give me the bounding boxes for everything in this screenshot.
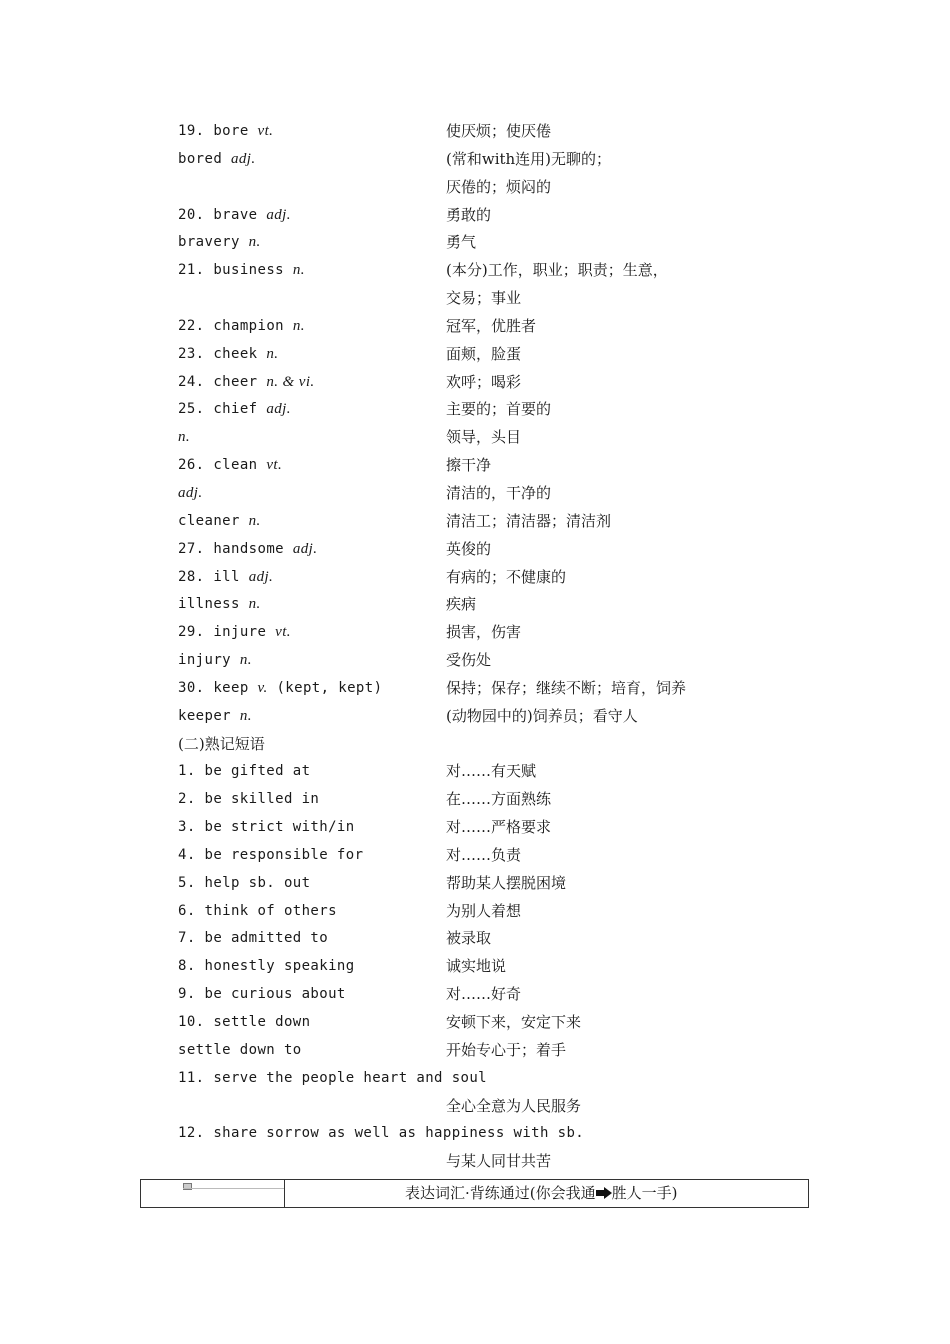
phrase-row [0,925,950,953]
phrase-row [0,814,950,842]
vocab-meaning: 交易；事业 [446,289,522,308]
vocab-pos: adj. [248,568,274,585]
vocab-pos: vt. [266,457,283,474]
vocab-term [178,396,291,424]
vocab-word: injure [213,624,267,641]
vocab-row [0,341,950,369]
phrase-row [0,1037,950,1065]
phrase-english: 5. help sb. out [178,874,311,891]
vocab-meaning: 厌倦的；烦闷的 [446,177,552,196]
vocab-term [178,257,305,285]
banner-title-part1: 表达词汇·背练通过(你会我通 [405,1184,596,1202]
phrase-english: 11. serve the people heart and soul [178,1069,488,1086]
phrase-meaning: 被录取 [446,929,492,948]
vocab-number: 26. [178,457,205,474]
phrase-row [0,1093,950,1121]
vocab-row [0,564,950,592]
vocab-number: 28. [178,568,205,585]
phrase-row [0,981,950,1009]
phrase-row [0,1120,950,1148]
vocab-term [178,118,273,146]
phrase-row [0,786,950,814]
vocab-pos: vt. [257,123,274,139]
vocab-term [178,647,252,675]
phrase-meaning: 帮助某人摆脱困境 [446,873,567,892]
phrase-english: 4. be responsible for [178,846,364,863]
vocab-meaning: 冠军，优胜者 [446,316,537,335]
vocab-row [0,452,950,480]
phrase-row [0,898,950,926]
vocab-meaning: 勇敢的 [446,205,492,224]
vocab-word: chief [213,401,258,418]
phrase-meaning: 对……负责 [446,845,522,864]
vocab-word: clean [213,457,258,474]
vocab-forms: (kept, kept) [276,679,383,696]
vocab-pos: adj. [266,401,291,418]
vocab-number: 20. [178,206,205,223]
vocab-pos: adj. [292,540,318,557]
vocab-row [0,703,950,731]
vocab-word: brave [213,206,258,223]
vocab-number: 25. [178,401,205,418]
vocab-term [178,619,291,647]
vocab-pos: n. [239,652,252,669]
vocab-term [178,424,190,452]
vocab-row [0,647,950,675]
vocab-pos: v. [257,679,268,696]
vocab-pos: adj. [266,206,291,223]
vocab-row [0,313,950,341]
vocab-number: 30. [178,679,205,696]
vocab-pos: n. [239,707,252,724]
banner-left-cell [141,1180,285,1207]
vocab-term [178,564,273,592]
phrase-english: 7. be admitted to [178,930,329,947]
vocab-term [178,675,382,703]
vocab-meaning: 保持；保存；继续不断；培育，饲养 [446,678,687,697]
vocab-row [0,536,950,564]
vocab-pos: vt. [275,624,291,641]
vocab-row [0,369,950,397]
vocab-meaning: 主要的；首要的 [446,400,552,419]
vocab-meaning: 疾病 [446,595,477,614]
banner-title [285,1180,808,1207]
vocab-row [0,257,950,285]
vocab-meaning: 英俊的 [446,539,492,558]
vocab-term [178,703,252,731]
phrase-english: 6. think of others [178,902,337,919]
vocab-term [178,146,256,174]
section-heading: (二)熟记短语 [178,734,265,753]
vocab-pos: n. [248,596,261,613]
phrase-english: 1. be gifted at [178,763,311,780]
phrase-meaning: 为别人着想 [446,901,522,920]
vocab-row [0,285,950,313]
phrase-meaning: 安顿下来，安定下来 [446,1013,582,1031]
vocab-number: 29. [178,624,205,641]
vocab-word: ill [213,568,240,585]
vocab-word: handsome [213,540,284,557]
vocab-term [178,202,291,230]
vocab-term [178,313,305,341]
vocab-word: cheer [213,373,258,390]
vocab-row [0,424,950,452]
vocab-word: bore [213,123,249,139]
phrase-english: 3. be strict with/in [178,819,355,836]
vocab-row [0,591,950,619]
vocab-number: 22. [178,317,205,334]
phrase-english: 9. be curious about [178,986,346,1003]
phrase-meaning: 开始专心于；着手 [446,1040,567,1059]
vocab-pos: n. & vi. [266,373,315,390]
phrase-meaning: 对……好奇 [446,985,522,1004]
vocab-word: illness [178,596,240,613]
vocabulary-list [0,118,950,1176]
vocab-word: keeper [178,707,231,724]
phrase-row [0,758,950,786]
phrase-row [0,953,950,981]
vocab-meaning: (本分)工作，职业；职责；生意， [446,261,668,280]
vocab-meaning: 使厌烦；使厌倦 [446,122,552,140]
vocab-number: 24. [178,373,205,390]
vocab-meaning: 勇气 [446,233,477,252]
section-heading-row [0,731,950,759]
phrase-english: settle down to [178,1041,302,1058]
phrase-english: 12. share sorrow as well as happiness with sb. [178,1125,585,1142]
vocab-row [0,396,950,424]
vocab-word: business [213,262,284,279]
vocab-word: bored [178,150,223,167]
phrase-row [0,1009,950,1037]
vocab-word: cheek [213,345,258,362]
vocab-term [178,536,317,564]
vocab-row [0,508,950,536]
banner-rule [183,1188,284,1189]
phrase-meaning: 在……方面熟练 [446,790,552,809]
vocab-word: keep [213,679,249,696]
vocab-number: 19. [178,123,205,139]
vocab-meaning: 清洁的，干净的 [446,483,552,502]
vocab-meaning: 面颊，脸蛋 [446,344,522,363]
vocab-term [178,452,282,480]
vocab-meaning: 擦干净 [446,456,492,475]
right-arrow-icon [596,1187,612,1199]
vocab-pos: n. [292,317,305,334]
vocab-row [0,229,950,257]
phrase-meaning: 对……严格要求 [446,818,552,837]
phrase-english: 8. honestly speaking [178,958,355,975]
phrase-row [0,870,950,898]
vocab-pos: n. [266,345,279,362]
vocab-meaning: (常和with连用)无聊的； [446,149,612,168]
vocab-pos: n. [178,429,191,446]
vocab-pos: n. [248,512,261,529]
phrase-english: 10. settle down [178,1014,311,1030]
vocab-meaning: 损害，伤害 [446,623,522,642]
vocab-word: injury [178,652,231,669]
vocab-term [178,508,261,536]
phrase-row [0,842,950,870]
vocab-word: champion [213,317,284,334]
vocab-term [178,341,278,369]
vocab-number: 27. [178,540,205,557]
phrase-english: 2. be skilled in [178,791,320,808]
vocab-row [0,619,950,647]
vocab-word: bravery [178,234,240,251]
vocab-meaning: 有病的；不健康的 [446,567,567,586]
phrase-meaning: 诚实地说 [446,957,507,976]
phrase-row [0,1065,950,1093]
vocab-meaning: 清洁工；清洁器；清洁剂 [446,511,612,530]
vocab-term [178,369,315,397]
vocab-row [0,675,950,703]
vocab-term [178,591,261,619]
vocab-meaning: 领导，头目 [446,428,522,447]
section-banner [140,1179,809,1208]
banner-title-part2: 胜人一手) [611,1184,678,1202]
vocab-word: cleaner [178,512,240,529]
vocab-term [178,229,261,257]
vocab-pos: n. [248,234,261,251]
vocab-row [0,202,950,230]
vocab-number: 21. [178,262,205,279]
vocab-row [0,146,950,174]
vocab-meaning: 欢呼；喝彩 [446,372,522,391]
vocab-number: 23. [178,345,205,362]
phrase-row [0,1148,950,1176]
phrase-meaning: 与某人同甘共苦 [446,1152,552,1171]
vocab-row [0,480,950,508]
vocab-pos: adj. [231,150,256,167]
phrase-meaning: 对……有天赋 [446,762,537,781]
vocab-meaning: 受伤处 [446,651,492,670]
vocab-row [0,174,950,202]
phrase-meaning: 全心全意为人民服务 [446,1096,582,1115]
vocab-meaning: (动物园中的)饲养员；看守人 [446,706,638,725]
vocab-term [178,480,203,508]
vocab-row [0,118,950,146]
vocab-pos: n. [292,262,305,279]
vocab-pos: adj. [178,484,203,501]
